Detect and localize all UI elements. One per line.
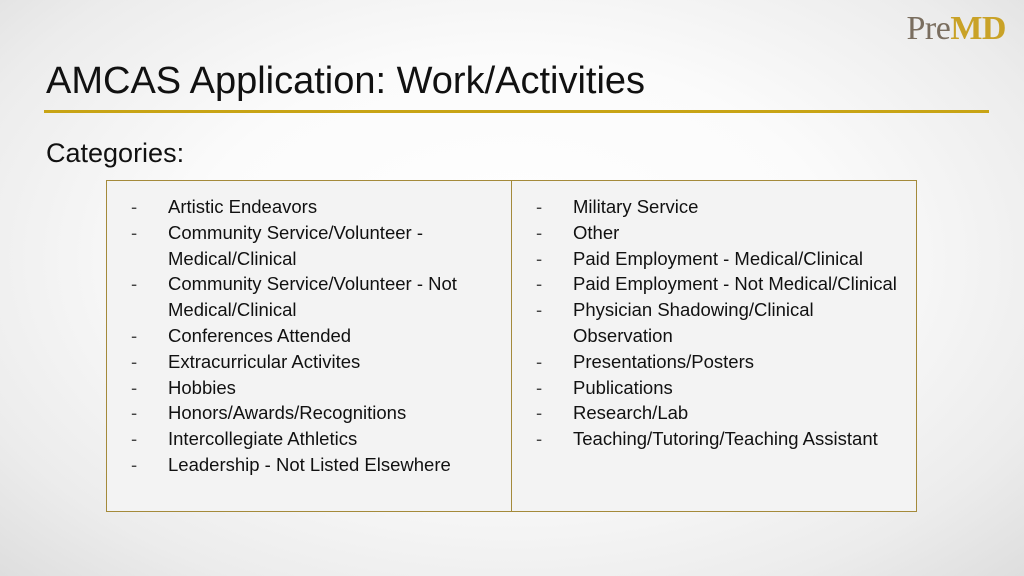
dash-bullet: - [536, 428, 543, 450]
categories-heading: Categories: [46, 138, 185, 168]
dash-bullet: - [536, 376, 543, 398]
logo-md-text: MD [950, 10, 1006, 47]
category-item [131, 323, 501, 349]
logo-pre-text: Pre [906, 10, 951, 47]
category-item [131, 400, 501, 426]
left-category-list [131, 194, 501, 478]
dash-bullet: - [536, 247, 543, 269]
dash-bullet: - [131, 376, 138, 398]
category-label: Extracurricular Activites [168, 350, 361, 372]
title-underline [44, 110, 989, 113]
category-label: Community Service/Volunteer - Not Medical/Clinical [168, 273, 457, 321]
dash-bullet: - [536, 299, 543, 321]
category-item [536, 297, 910, 349]
categories-table [106, 180, 917, 512]
dash-bullet: - [131, 221, 138, 243]
dash-bullet: - [536, 402, 543, 424]
category-item [131, 375, 501, 401]
category-item [131, 220, 501, 272]
category-item [131, 452, 501, 478]
dash-bullet: - [131, 428, 138, 450]
category-label: Military Service [573, 196, 699, 217]
category-label: Research/Lab [573, 402, 689, 424]
category-item [131, 426, 501, 452]
category-item [536, 426, 910, 452]
category-label: Intercollegiate Athletics [168, 428, 358, 450]
dash-bullet: - [536, 350, 543, 372]
dash-bullet: - [131, 324, 138, 346]
dash-bullet: - [131, 402, 138, 424]
category-label: Hobbies [168, 376, 236, 398]
category-item [536, 194, 910, 220]
dash-bullet: - [536, 221, 543, 243]
category-label: Honors/Awards/Recognitions [168, 402, 407, 424]
dash-bullet: - [536, 273, 543, 295]
category-label: Publications [573, 376, 673, 398]
category-item [536, 349, 910, 375]
category-item [536, 220, 910, 246]
category-label: Physician Shadowing/Clinical Observation [573, 299, 814, 346]
category-label: Paid Employment - Medical/Clinical [573, 247, 863, 269]
category-label: Artistic Endeavors [168, 196, 318, 217]
right-category-list [536, 194, 910, 452]
dash-bullet: - [131, 350, 138, 372]
slide-title: AMCAS Application: Work/Activities [46, 60, 646, 102]
category-label: Teaching/Tutoring/Teaching Assistant [573, 428, 878, 450]
premd-logo [907, 10, 1006, 48]
category-item [536, 271, 910, 297]
category-item [131, 271, 501, 323]
category-label: Paid Employment - Not Medical/Clinical [573, 273, 897, 295]
dash-bullet: - [131, 196, 138, 217]
categories-column-right [512, 181, 916, 511]
dash-bullet: - [131, 273, 138, 295]
category-label: Presentations/Posters [573, 350, 754, 372]
category-item [131, 349, 501, 375]
category-item [536, 400, 910, 426]
category-label: Conferences Attended [168, 324, 352, 346]
category-label: Community Service/Volunteer - Medical/Clinical [168, 221, 423, 269]
dash-bullet: - [131, 453, 138, 475]
category-item [536, 375, 910, 401]
category-item [536, 246, 910, 272]
categories-column-left [107, 181, 512, 511]
dash-bullet: - [536, 196, 543, 217]
category-item [131, 194, 501, 220]
category-label: Leadership - Not Listed Elsewhere [168, 453, 451, 475]
category-label: Other [573, 221, 620, 243]
